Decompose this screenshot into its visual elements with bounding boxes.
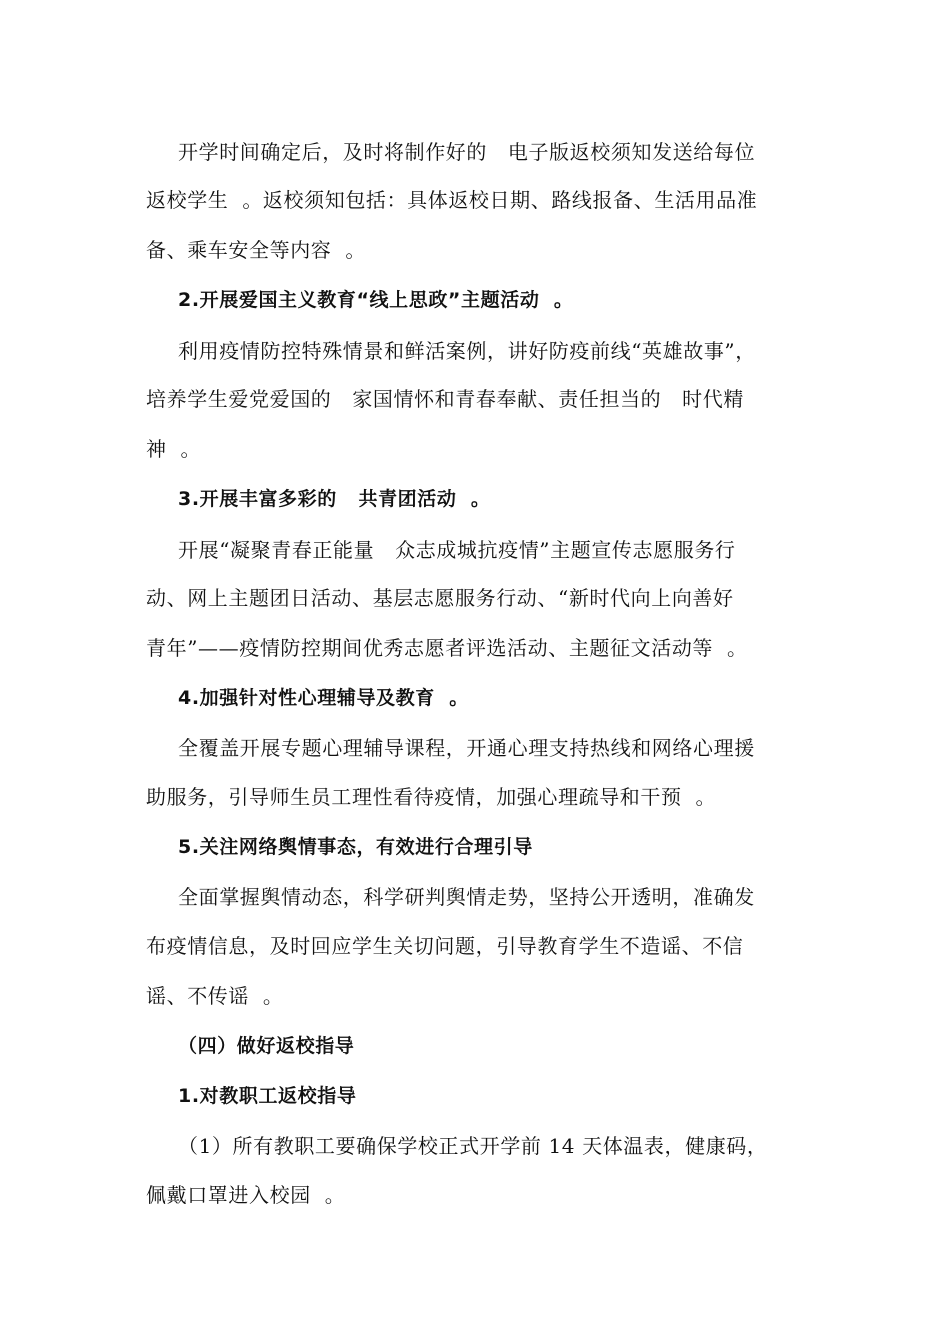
body-text-line: 全覆盖开展专题心理辅导课程，开通心理支持热线和网络心理援: [178, 736, 755, 760]
body-text-line: 全面掌握舆情动态，科学研判舆情走势，坚持公开透明，准确发: [178, 885, 755, 909]
body-text-line: 动、网上主题团日活动、基层志愿服务行动、“新时代向上向善好: [146, 586, 734, 610]
body-text-line: 青年”——疫情防控期间优秀志愿者评选活动、主题征文活动等 。: [146, 636, 748, 660]
section-heading: 2.开展爱国主义教育“线上思政”主题活动 。: [178, 289, 574, 311]
body-text-line: （1）所有教职工要确保学校正式开学前 14 天体温表，健康码，: [178, 1134, 768, 1158]
body-text-line: 利用疫情防控特殊情景和鲜活案例，讲好防疫前线“英雄故事”，: [178, 339, 756, 363]
section-heading: 4.加强针对性心理辅导及教育 。: [178, 687, 469, 709]
body-text-line: 返校学生 。返校须知包括：具体返校日期、路线报备、生活用品准: [146, 188, 758, 212]
body-text-line: 谣、不传谣 。: [146, 984, 284, 1008]
section-heading: （四）做好返校指导: [178, 1035, 355, 1057]
body-text-line: 开学时间确定后，及时将制作好的 电子版返校须知发送给每位: [178, 140, 756, 164]
body-text-line: 佩戴口罩进入校园 。: [146, 1183, 346, 1207]
body-text-line: 神 。: [146, 437, 202, 461]
body-text-line: 助服务，引导师生员工理性看待疫情，加强心理疏导和干预 。: [146, 785, 717, 809]
section-heading: 5.关注网络舆情事态，有效进行合理引导: [178, 836, 533, 858]
body-text-line: 备、乘车安全等内容 。: [146, 238, 366, 262]
body-text-line: 培养学生爱党爱国的 家国情怀和青春奉献、责任担当的 时代精: [146, 387, 744, 411]
body-text-line: 布疫情信息，及时回应学生关切问题，引导教育学生不造谣、不信: [146, 934, 744, 958]
subsection-heading: 1.对教职工返校指导: [178, 1085, 357, 1107]
body-text-line: 开展“凝聚青春正能量 众志成城抗疫情”主题宣传志愿服务行: [178, 538, 736, 562]
section-heading: 3.开展丰富多彩的 共青团活动 。: [178, 488, 491, 510]
